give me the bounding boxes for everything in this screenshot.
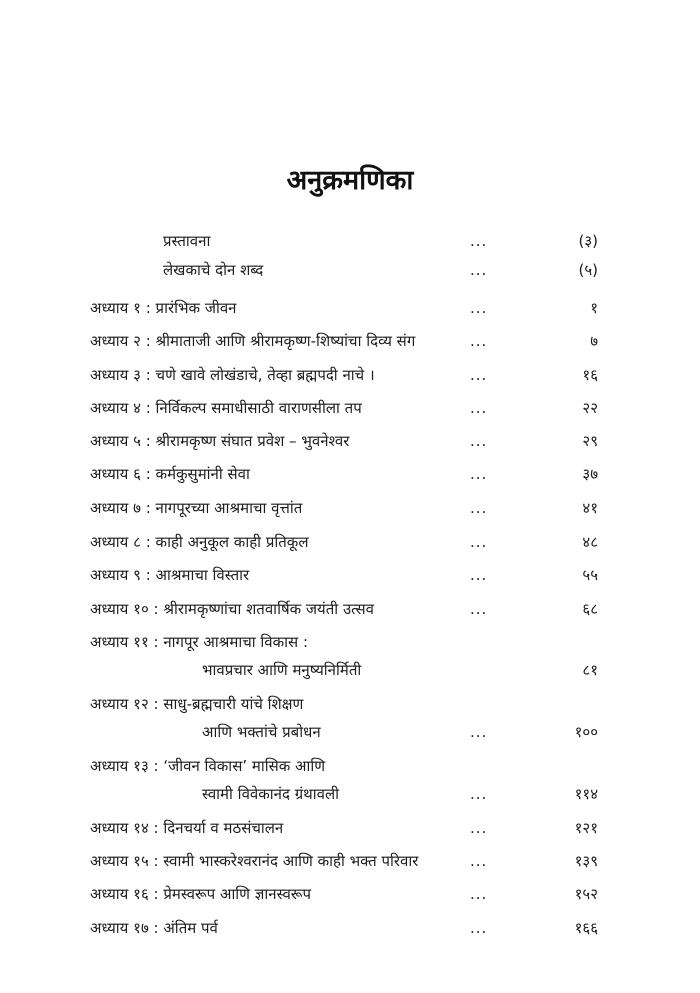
entry-label-continuation: स्वामी विवेकानंद ग्रंथावली bbox=[202, 785, 340, 803]
toc-entry-chapter-13 bbox=[0, 753, 700, 779]
page-number: २२ bbox=[582, 399, 598, 417]
entry-label: अध्याय ९ : आश्रमाचा विस्तार bbox=[90, 566, 250, 584]
page-number: १६ bbox=[582, 366, 598, 384]
leader-dots: ... bbox=[470, 299, 488, 317]
page-number: १२१ bbox=[574, 819, 598, 837]
toc-entry-chapter-14 bbox=[0, 815, 700, 841]
leader-dots: ... bbox=[470, 566, 488, 584]
toc-entry-chapter-11-continuation bbox=[0, 657, 700, 683]
entry-label: अध्याय ११ : नागपूर आश्रमाचा विकास : bbox=[90, 633, 308, 651]
toc-entry-chapter-10 bbox=[0, 596, 700, 622]
page-number: ११४ bbox=[574, 785, 598, 803]
leader-dots: ... bbox=[470, 499, 488, 517]
leader-dots: ... bbox=[470, 399, 488, 417]
page-number: १५२ bbox=[574, 885, 598, 903]
toc-entry-chapter-15 bbox=[0, 848, 700, 874]
entry-label: अध्याय १२ : साधु-ब्रह्मचारी यांचे शिक्षण bbox=[90, 695, 304, 713]
entry-label: अध्याय २ : श्रीमाताजी आणि श्रीरामकृष्ण-शिष्यांचा दिव्य संग bbox=[90, 332, 416, 350]
leader-dots: ... bbox=[470, 432, 488, 450]
entry-label: अध्याय १४ : दिनचर्या व मठसंचालन bbox=[90, 819, 284, 837]
toc-entry-chapter-17 bbox=[0, 915, 700, 941]
entry-label: प्रस्तावना bbox=[163, 232, 211, 250]
entry-label: अध्याय ६ : कर्मकुसुमांनी सेवा bbox=[90, 465, 250, 483]
leader-dots: ... bbox=[470, 885, 488, 903]
toc-entry-chapter-7 bbox=[0, 495, 700, 521]
toc-entry-author-note bbox=[0, 257, 700, 283]
toc-entry-chapter-5 bbox=[0, 428, 700, 454]
page-number: ४१ bbox=[582, 499, 598, 517]
toc-entry-chapter-9 bbox=[0, 562, 700, 588]
page-number: ५५ bbox=[582, 566, 598, 584]
toc-entry-chapter-12-continuation bbox=[0, 719, 700, 745]
page-number: ८१ bbox=[582, 661, 598, 679]
entry-label: अध्याय ५ : श्रीरामकृष्ण संघात प्रवेश – भुवनेश्वर bbox=[90, 432, 350, 450]
leader-dots: ... bbox=[470, 785, 488, 803]
leader-dots: ... bbox=[470, 366, 488, 384]
leader-dots: ... bbox=[470, 819, 488, 837]
toc-entry-chapter-2 bbox=[0, 328, 700, 354]
entry-label-continuation: भावप्रचार आणि मनुष्यनिर्मिती bbox=[202, 661, 362, 679]
entry-label: लेखकाचे दोन शब्द bbox=[163, 261, 264, 279]
entry-label: अध्याय १ : प्रारंभिक जीवन bbox=[90, 299, 237, 317]
entry-label: अध्याय १३ : ‘जीवन विकास’ मासिक आणि bbox=[90, 757, 326, 775]
page-number: १३९ bbox=[574, 852, 598, 870]
entry-label: अध्याय १६ : प्रेमस्वरूप आणि ज्ञानस्वरूप bbox=[90, 885, 311, 903]
leader-dots: ... bbox=[470, 232, 488, 250]
entry-label: अध्याय ४ : निर्विकल्प समाधीसाठी वाराणसीला तप bbox=[90, 399, 362, 417]
toc-entry-chapter-11 bbox=[0, 629, 700, 655]
page-number: (३) bbox=[578, 232, 598, 250]
toc-entry-chapter-6 bbox=[0, 461, 700, 487]
entry-label: अध्याय १७ : अंतिम पर्व bbox=[90, 919, 218, 937]
toc-entry-chapter-12 bbox=[0, 691, 700, 717]
page-number: ७ bbox=[590, 332, 598, 350]
page-number: १ bbox=[590, 299, 598, 317]
entry-label: अध्याय ३ : चणे खावे लोखंडाचे, तेव्हा ब्रह्मपदी नाचे । bbox=[90, 366, 375, 384]
page-number: ४८ bbox=[582, 533, 598, 551]
page-number: ६८ bbox=[582, 600, 598, 618]
toc-entry-chapter-16 bbox=[0, 881, 700, 907]
page-title: अनुक्रमणिका bbox=[286, 165, 414, 196]
toc-entry-preface bbox=[0, 228, 700, 254]
page-number: २९ bbox=[582, 432, 598, 450]
leader-dots: ... bbox=[470, 852, 488, 870]
entry-label-continuation: आणि भक्तांचे प्रबोधन bbox=[202, 723, 321, 741]
leader-dots: ... bbox=[470, 261, 488, 279]
entry-label: अध्याय १० : श्रीरामकृष्णांचा शतवार्षिक जयंती उत्सव bbox=[90, 600, 374, 618]
entry-label: अध्याय ७ : नागपूरच्या आश्रमाचा वृत्तांत bbox=[90, 499, 303, 517]
page-number: १६६ bbox=[574, 919, 598, 937]
leader-dots: ... bbox=[470, 533, 488, 551]
leader-dots: ... bbox=[470, 332, 488, 350]
entry-label: अध्याय १५ : स्वामी भास्करेश्वरानंद आणि काही भक्त परिवार bbox=[90, 852, 419, 870]
toc-entry-chapter-8 bbox=[0, 529, 700, 555]
entry-label: अध्याय ८ : काही अनुकूल काही प्रतिकूल bbox=[90, 533, 309, 551]
toc-entry-chapter-4 bbox=[0, 395, 700, 421]
page-number: (५) bbox=[578, 261, 598, 279]
leader-dots: ... bbox=[470, 723, 488, 741]
toc-entry-chapter-3 bbox=[0, 362, 700, 388]
toc-entry-chapter-1 bbox=[0, 295, 700, 321]
leader-dots: ... bbox=[470, 919, 488, 937]
leader-dots: ... bbox=[470, 600, 488, 618]
toc-entry-chapter-13-continuation bbox=[0, 781, 700, 807]
leader-dots: ... bbox=[470, 465, 488, 483]
page-number: ३७ bbox=[582, 465, 598, 483]
page-number: १०० bbox=[574, 723, 598, 741]
